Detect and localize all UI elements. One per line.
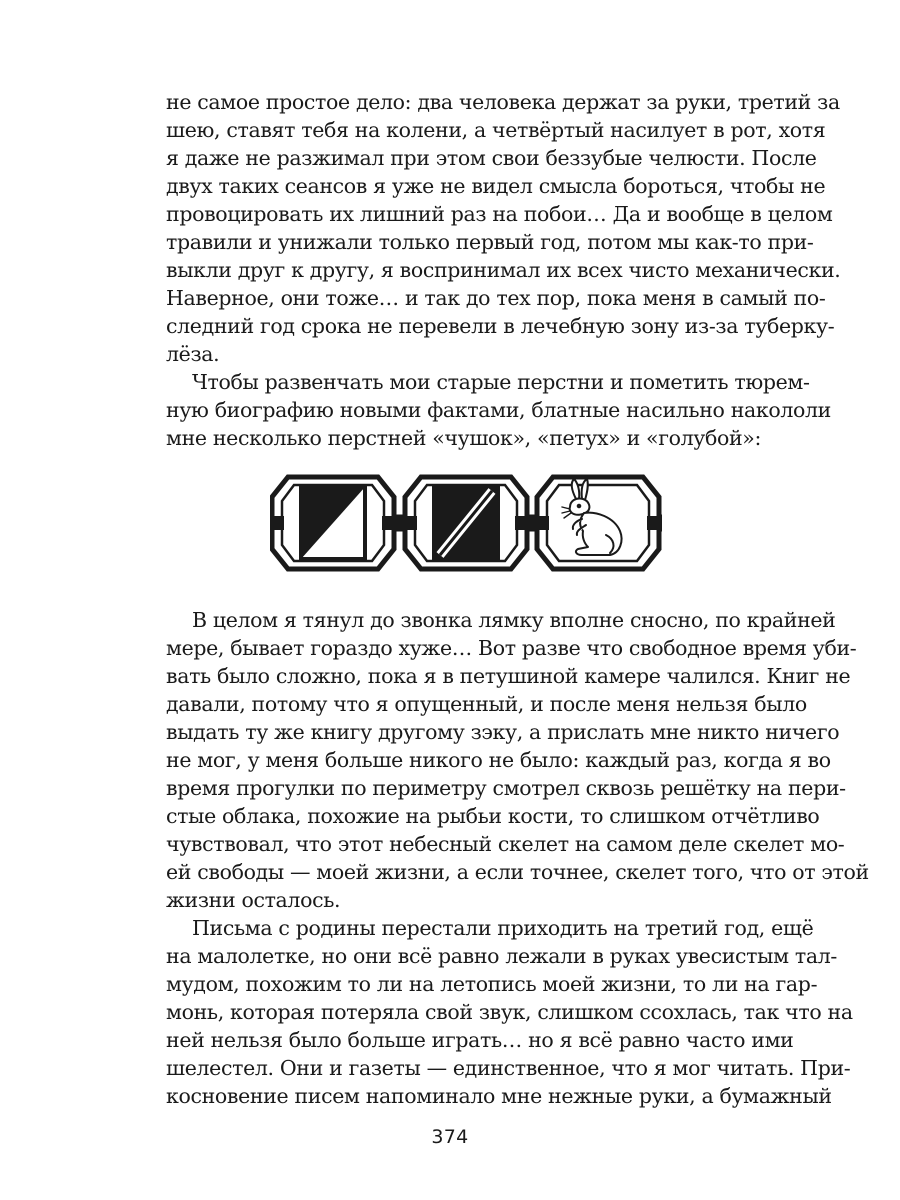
split-square-with-bar-icon [434, 487, 498, 559]
text-line: жизни осталось. [166, 888, 341, 912]
text-line: не мог, у меня больше никого не было: каждый раз, когда я во [166, 748, 831, 772]
text-line: В целом я тянул до звонка лямку вполне сносно, по крайней [192, 608, 836, 632]
text-line: я даже не разжимал при этом свои беззубые челюсти. После [166, 146, 817, 170]
text-line: Чтобы развенчать мои старые перстни и пометить тюрем- [192, 370, 810, 394]
text-line: ней нельзя было больше играть… но я всё равно часто ими [166, 1028, 794, 1052]
text-line: следний год срока не перевели в лечебную зону из-за туберку- [166, 314, 835, 338]
tattoo-rings-illustration [270, 463, 666, 583]
text-line: ную биографию новыми фактами, блатные насильно накололи [166, 398, 831, 422]
ring-goluboy [537, 477, 659, 569]
ring-chushok [272, 477, 394, 569]
text-line: травили и унижали только первый год, потом мы как-то при- [166, 230, 814, 254]
text-line: мне несколько перстней «чушок», «петух» и «голубой»: [166, 426, 762, 450]
text-line: двух таких сеансов я уже не видел смысла бороться, чтобы не [166, 174, 826, 198]
text-line: время прогулки по периметру смотрел сквозь решётку на пери- [166, 776, 846, 800]
text-line: вать было сложно, пока я в петушиной камере чалился. Книг не [166, 664, 851, 688]
page-number: 374 [431, 1126, 469, 1148]
text-line: ей свободы — моей жизни, а если точнее, скелет того, что от этой [166, 860, 869, 884]
text-line: выкли друг к другу, я воспринимал их всех чисто механически. [166, 258, 841, 282]
text-line: стые облака, похожие на рыбьи кости, то слишком отчётливо [166, 804, 820, 828]
diagonal-split-square-icon [301, 487, 365, 559]
text-line: мудом, похожим то ли на летопись моей жизни, то ли на гар- [166, 972, 818, 996]
text-line: монь, которая потеряла свой звук, слишком ссохлась, так что на [166, 1000, 853, 1024]
text-line: косновение писем напоминало мне нежные руки, а бумажный [166, 1084, 832, 1108]
text-line: Письма с родины перестали приходить на третий год, ещё [192, 916, 814, 940]
text-line: Наверное, они тоже… и так до тех пор, пока меня в самый по- [166, 286, 826, 310]
text-line: шею, ставят тебя на колени, а четвёртый насилует в рот, хотя [166, 118, 826, 142]
text-line: не самое простое дело: два человека держат за руки, третий за [166, 90, 840, 114]
text-line: провоцировать их лишний раз на побои… Да и вообще в целом [166, 202, 833, 226]
text-line: мере, бывает гораздо хуже… Вот разве что свободное время уби- [166, 636, 857, 660]
text-line: шелестел. Они и газеты — единственное, что я мог читать. При- [166, 1056, 851, 1080]
text-line: на малолетке, но они всё равно лежали в руках увесистым тал- [166, 944, 837, 968]
text-line: лёза. [166, 342, 220, 366]
text-line: чувствовал, что этот небесный скелет на самом деле скелет мо- [166, 832, 845, 856]
text-line: выдать ту же книгу другому зэку, а прислать мне никто ничего [166, 720, 840, 744]
text-line: давали, потому что я опущенный, и после меня нельзя было [166, 692, 807, 716]
ring-petukh [405, 477, 527, 569]
